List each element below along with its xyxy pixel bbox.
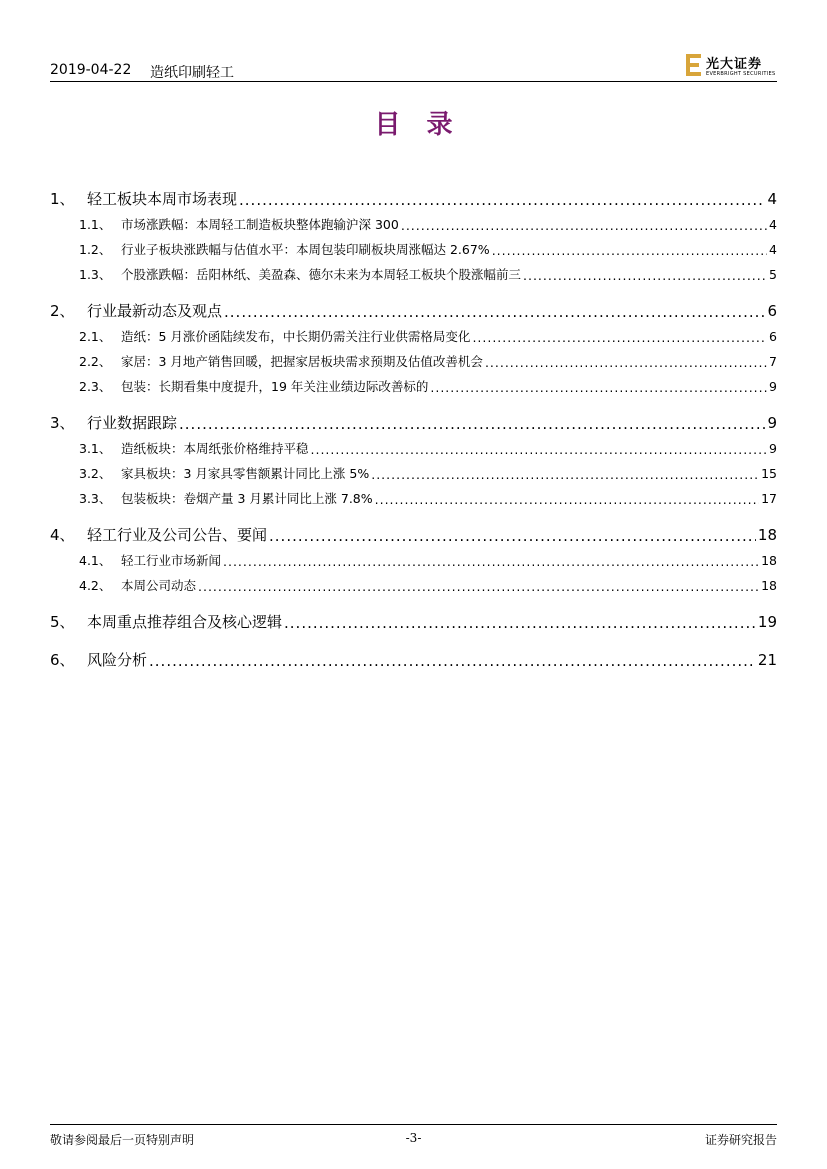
toc-leader-dots	[224, 303, 765, 318]
toc-leader-dots	[492, 243, 767, 256]
toc-leader-dots	[375, 492, 759, 505]
toc-entry-page[interactable]: 5	[769, 267, 777, 282]
toc-entry-number: 1、	[50, 190, 75, 208]
toc-leader-dots	[223, 554, 759, 567]
report-date: 2019-04-22	[50, 62, 132, 78]
toc-entry-page[interactable]: 4	[769, 242, 777, 257]
toc-entry-number: 4.1、	[79, 553, 112, 568]
toc-entry-number: 3.1、	[79, 441, 112, 456]
toc-entry-number: 5、	[50, 613, 75, 631]
toc-entry-page[interactable]: 17	[761, 491, 777, 506]
toc-entry-number: 3.3、	[79, 491, 112, 506]
toc-entry-title[interactable]: 造纸：5 月涨价函陆续发布，中长期仍需关注行业供需格局变化	[121, 329, 471, 344]
footer-disclaimer: 敬请参阅最后一页特别声明	[50, 1133, 195, 1147]
toc-entry-title[interactable]: 行业最新动态及观点	[87, 302, 223, 320]
footer-divider	[50, 1124, 777, 1125]
toc-entry-page[interactable]: 18	[761, 578, 777, 593]
toc-entry-title[interactable]: 行业子板块涨跌幅与估值水平：本周包装印刷板块周涨幅达 2.67%	[121, 242, 490, 257]
toc-leader-dots	[284, 614, 756, 629]
company-logo	[686, 52, 778, 80]
toc-entry-page[interactable]: 18	[761, 553, 777, 568]
toc-entry-title[interactable]: 轻工行业及公司公告、要闻	[87, 526, 268, 544]
toc-entry-chapter[interactable]	[50, 412, 777, 433]
toc-entry-title[interactable]: 包装：长期看集中度提升，19 年关注业绩边际改善标的	[121, 379, 429, 394]
toc-entry-page[interactable]: 9	[767, 414, 777, 432]
toc-entry-page[interactable]: 21	[757, 651, 777, 669]
toc-entry-page[interactable]: 19	[757, 613, 777, 631]
toc-leader-dots	[198, 579, 759, 592]
footer-page-number: -3-	[405, 1131, 422, 1145]
toc-entry-title[interactable]: 市场涨跌幅：本周轻工制造板块整体跑输沪深 300	[121, 217, 399, 232]
toc-entry-number: 2.3、	[79, 379, 112, 394]
toc-entry-section[interactable]	[50, 464, 777, 482]
page-header	[50, 56, 777, 82]
toc-entry-title[interactable]: 本周重点推荐组合及核心逻辑	[87, 613, 283, 631]
toc-entry-number: 1.2、	[79, 242, 112, 257]
toc-entry-page[interactable]: 6	[767, 302, 777, 320]
toc-entry-page[interactable]: 18	[757, 526, 777, 544]
toc-title: 目录	[374, 110, 479, 140]
footer-report-type: 证券研究报告	[704, 1133, 777, 1147]
logo-mark-icon	[686, 54, 702, 76]
toc-entry-section[interactable]	[50, 265, 777, 283]
toc-entry-number: 4、	[50, 526, 75, 544]
toc-entry-page[interactable]: 9	[769, 379, 777, 394]
toc-entry-page[interactable]: 15	[761, 466, 777, 481]
toc-leader-dots	[269, 527, 756, 542]
toc-leader-dots	[401, 218, 767, 231]
toc-entry-section[interactable]	[50, 489, 777, 507]
toc-entry-title[interactable]: 行业数据跟踪	[87, 414, 178, 432]
toc-entry-section[interactable]	[50, 576, 777, 594]
toc-entry-section[interactable]	[50, 215, 777, 233]
toc-entry-chapter[interactable]	[50, 188, 777, 209]
toc-entry-title[interactable]: 风险分析	[87, 651, 148, 669]
toc-entry-number: 1.3、	[79, 267, 112, 282]
toc-leader-dots	[149, 652, 756, 667]
toc-entry-chapter[interactable]	[50, 649, 777, 670]
toc-entry-title[interactable]: 个股涨跌幅：岳阳林纸、美盈森、德尔未来为本周轻工板块个股涨幅前三	[121, 267, 522, 282]
toc-entry-chapter[interactable]	[50, 524, 777, 545]
toc-leader-dots	[311, 442, 768, 455]
report-category: 造纸印刷轻工	[150, 65, 234, 81]
toc-entry-title[interactable]: 家居：3 月地产销售回暖，把握家居板块需求预期及估值改善机会	[121, 354, 483, 369]
toc-entry-number: 3、	[50, 414, 75, 432]
toc-entry-number: 6、	[50, 651, 75, 669]
toc-entry-chapter[interactable]	[50, 300, 777, 321]
toc-entry-title[interactable]: 家具板块：3 月家具零售额累计同比上涨 5%	[121, 466, 370, 481]
toc-entry-number: 2.2、	[79, 354, 112, 369]
toc-entry-number: 1.1、	[79, 217, 112, 232]
toc-leader-dots	[523, 268, 767, 281]
logo-name: 光大证券	[706, 57, 763, 72]
toc-leader-dots	[472, 330, 767, 343]
logo-english: EVERBRIGHT SECURITIES	[706, 71, 776, 77]
toc-entry-title[interactable]: 造纸板块：本周纸张价格维持平稳	[121, 441, 309, 456]
toc-entry-title[interactable]: 轻工板块本周市场表现	[87, 190, 238, 208]
toc-entry-page[interactable]: 7	[769, 354, 777, 369]
toc-entry-number: 3.2、	[79, 466, 112, 481]
toc-leader-dots	[179, 415, 765, 430]
toc-entry-section[interactable]	[50, 240, 777, 258]
header-divider	[50, 81, 777, 82]
toc-entry-title[interactable]: 包装板块：卷烟产量 3 月累计同比上涨 7.8%	[121, 491, 373, 506]
toc-entry-page[interactable]: 4	[769, 217, 777, 232]
toc-leader-dots	[485, 355, 767, 368]
toc-leader-dots	[239, 191, 765, 206]
toc-entry-page[interactable]: 9	[769, 441, 777, 456]
toc-leader-dots	[430, 380, 767, 393]
toc-leader-dots	[371, 467, 759, 480]
toc-entry-page[interactable]: 4	[767, 190, 777, 208]
toc-entry-section[interactable]	[50, 352, 777, 370]
toc-entry-number: 2.1、	[79, 329, 112, 344]
toc-entry-number: 4.2、	[79, 578, 112, 593]
toc-entry-number: 2、	[50, 302, 75, 320]
toc-entry-title[interactable]: 轻工行业市场新闻	[121, 553, 222, 568]
toc-entry-section[interactable]	[50, 377, 777, 395]
toc-entry-chapter[interactable]	[50, 611, 777, 632]
toc-entry-page[interactable]: 6	[769, 329, 777, 344]
toc-entry-title[interactable]: 本周公司动态	[121, 578, 197, 593]
toc-entry-section[interactable]	[50, 327, 777, 345]
toc-entry-section[interactable]	[50, 439, 777, 457]
toc-entry-section[interactable]	[50, 551, 777, 569]
